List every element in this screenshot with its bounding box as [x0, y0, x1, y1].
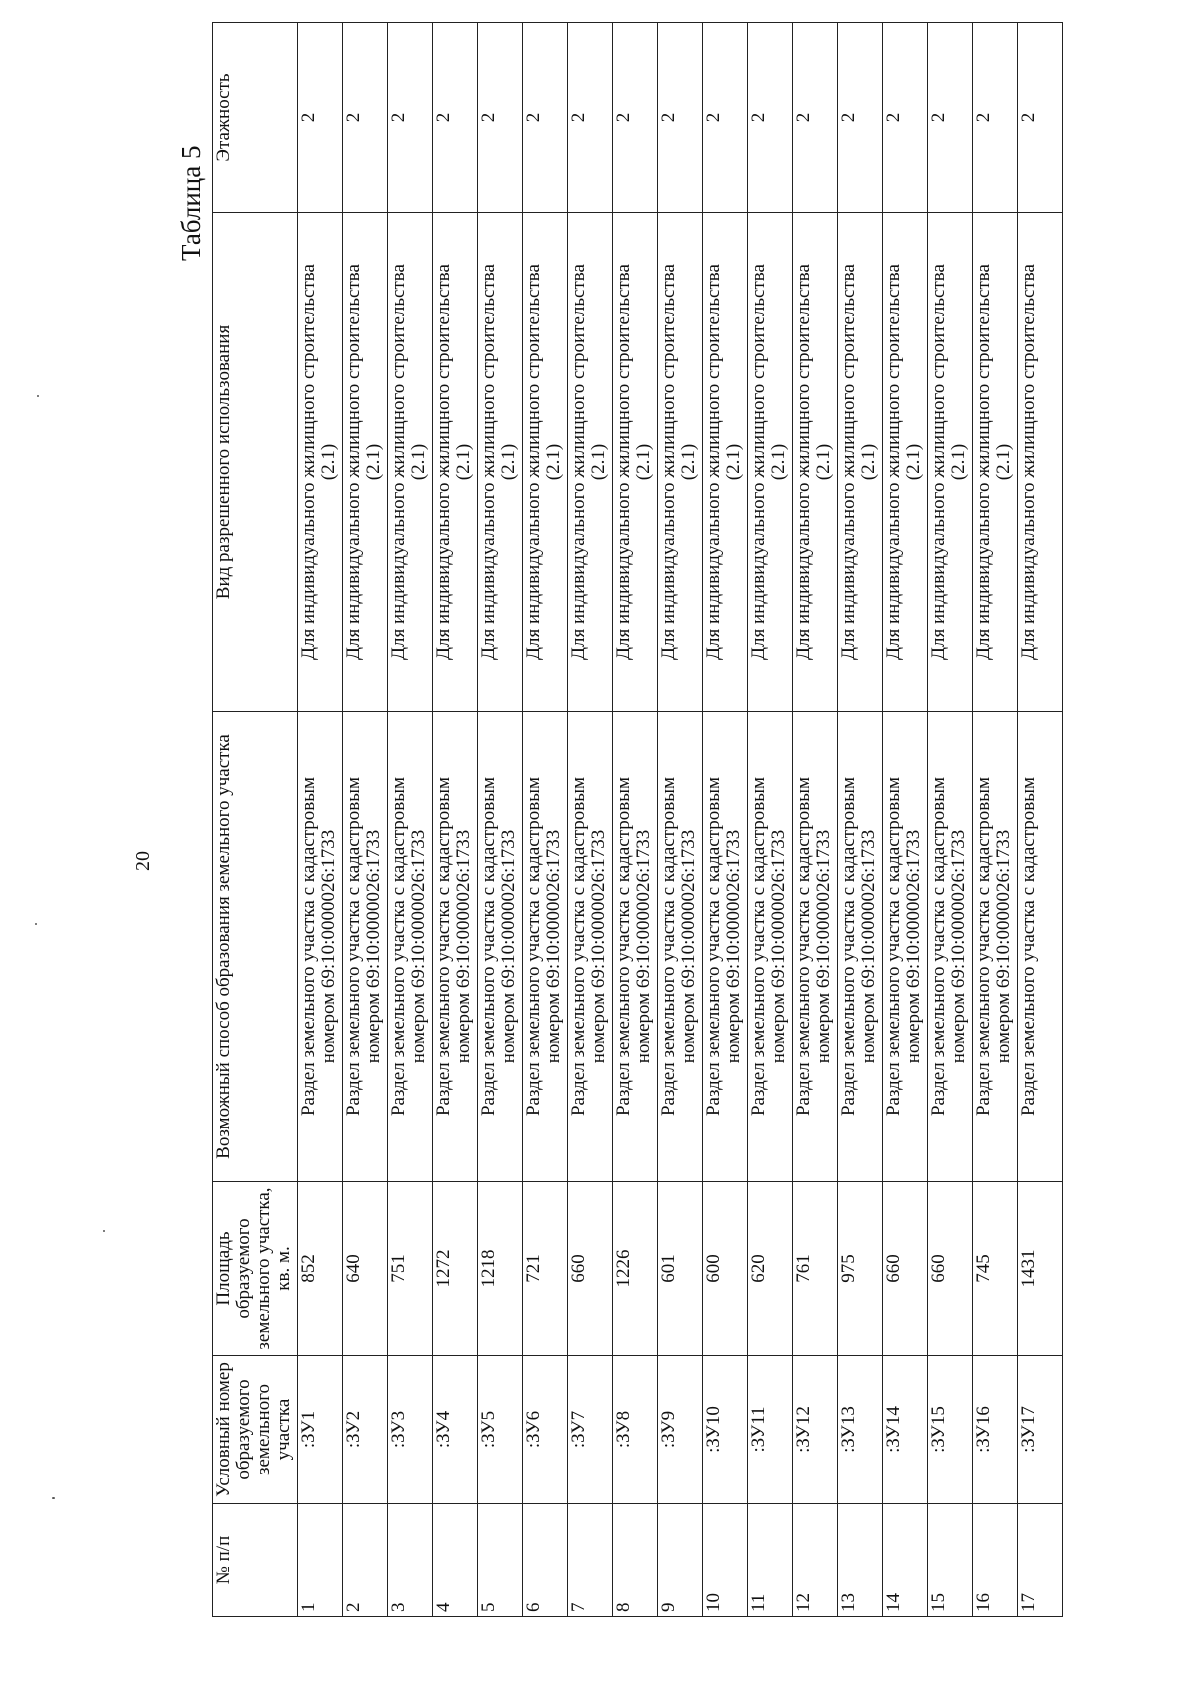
- cell-area-text: 660: [883, 1254, 904, 1283]
- cell-formation-method-text: номером 69:10:0000026:1733: [362, 829, 384, 1064]
- table-row: [343, 23, 388, 1617]
- header-permitted-use: Вид разрешенного использования: [213, 213, 298, 712]
- cell-floors-text: 2: [433, 112, 454, 123]
- cell-conditional-number-text: :ЗУ12: [793, 1406, 814, 1453]
- cell-area-text: 751: [388, 1254, 409, 1283]
- header-area: Площадь образуемого земельного участка, кв. м.: [213, 1182, 298, 1356]
- cell-formation-method: [838, 712, 883, 1182]
- cell-num: [343, 1504, 388, 1617]
- cell-conditional-number-text: :ЗУ7: [568, 1410, 589, 1449]
- header-row: [213, 23, 298, 1617]
- cell-conditional-number: [613, 1356, 658, 1504]
- cell-permitted-use: [613, 213, 658, 712]
- cell-floors-text: 2: [568, 112, 589, 123]
- cell-num: [703, 1504, 748, 1617]
- cell-conditional-number: [388, 1356, 433, 1504]
- cell-area: [523, 1182, 568, 1356]
- cell-conditional-number-text: :ЗУ6: [523, 1410, 544, 1449]
- cell-formation-method-text: Раздел земельного участка с кадастровым: [613, 777, 634, 1117]
- cell-num: [523, 1504, 568, 1617]
- cell-area-text: 600: [703, 1254, 724, 1283]
- cell-area-text: 1272: [433, 1249, 454, 1288]
- cell-conditional-number: [568, 1356, 613, 1504]
- cell-area: [838, 1182, 883, 1356]
- cell-conditional-number: [748, 1356, 793, 1504]
- cell-permitted-use: [1018, 213, 1063, 712]
- cell-floors: [748, 23, 793, 213]
- cell-formation-method: [748, 712, 793, 1182]
- cell-num: [748, 1504, 793, 1617]
- cell-permitted-use-text: (2.1): [947, 443, 969, 481]
- cell-floors: [298, 23, 343, 213]
- cell-permitted-use-text: Для индивидуального жилищного строительства: [658, 264, 679, 660]
- cell-conditional-number-text: :ЗУ3: [388, 1410, 409, 1449]
- scan-speck: [52, 1497, 55, 1499]
- cell-conditional-number-text: :ЗУ9: [658, 1410, 679, 1449]
- cell-num-text: 6: [523, 1602, 544, 1612]
- cell-formation-method-text: Раздел земельного участка с кадастровым: [658, 777, 679, 1117]
- table-row: [748, 23, 793, 1617]
- cell-permitted-use-text: Для индивидуального жилищного строительства: [838, 264, 859, 660]
- cell-permitted-use-text: Для индивидуального жилищного строительства: [793, 264, 814, 660]
- cell-permitted-use: [568, 213, 613, 712]
- cell-area-text: 761: [793, 1254, 814, 1283]
- cell-permitted-use-text: Для индивидуального жилищного строительства: [298, 264, 319, 660]
- cell-permitted-use-text: Для индивидуального жилищного строительства: [1018, 264, 1039, 660]
- cell-formation-method: [568, 712, 613, 1182]
- table-row: [388, 23, 433, 1617]
- cell-permitted-use: [523, 213, 568, 712]
- cell-permitted-use: [658, 213, 703, 712]
- cell-formation-method-text: номером 69:10:0000026:1733: [767, 829, 789, 1064]
- cell-permitted-use: [748, 213, 793, 712]
- cell-permitted-use-text: (2.1): [452, 443, 474, 481]
- cell-conditional-number: [928, 1356, 973, 1504]
- cell-formation-method-text: номером 69:10:0000026:1733: [452, 829, 474, 1064]
- cell-floors-text: 2: [928, 112, 949, 123]
- cell-area-text: 1431: [1018, 1249, 1039, 1288]
- cell-num-text: 17: [1018, 1593, 1039, 1612]
- cell-floors: [568, 23, 613, 213]
- cell-conditional-number: [343, 1356, 388, 1504]
- cell-num-text: 11: [748, 1593, 769, 1612]
- cell-area-text: 620: [748, 1254, 769, 1283]
- cell-floors-text: 2: [703, 112, 724, 123]
- cell-formation-method-text: номером 69:10:0000026:1733: [992, 829, 1014, 1064]
- cell-area: [883, 1182, 928, 1356]
- cell-num: [793, 1504, 838, 1617]
- cell-formation-method-text: Раздел земельного участка с кадастровым: [298, 777, 319, 1117]
- cell-area: [1018, 1182, 1063, 1356]
- table-header: [213, 23, 298, 1617]
- cell-num-text: 3: [388, 1602, 409, 1612]
- cell-area: [928, 1182, 973, 1356]
- cell-num-text: 12: [793, 1593, 814, 1612]
- cell-area: [658, 1182, 703, 1356]
- cell-formation-method-text: номером 69:10:0000026:1733: [632, 829, 654, 1064]
- table-row: [883, 23, 928, 1617]
- cell-num: [883, 1504, 928, 1617]
- cell-permitted-use-text: (2.1): [362, 443, 384, 481]
- cell-formation-method-text: номером 69:10:0000026:1733: [542, 829, 564, 1064]
- cell-area-text: 745: [973, 1254, 994, 1283]
- cell-num-text: 14: [883, 1593, 904, 1612]
- scan-speck: [35, 923, 37, 925]
- cell-conditional-number: [658, 1356, 703, 1504]
- scan-speck: [37, 395, 39, 397]
- cell-num-text: 8: [613, 1602, 634, 1612]
- cell-formation-method: [298, 712, 343, 1182]
- cell-formation-method-text: Раздел земельного участка с кадастровым: [1018, 777, 1039, 1117]
- cell-formation-method: [883, 712, 928, 1182]
- cell-permitted-use-text: (2.1): [632, 443, 654, 481]
- cell-area: [748, 1182, 793, 1356]
- cell-conditional-number-text: :ЗУ1: [298, 1410, 319, 1449]
- scan-speck: [103, 1230, 105, 1232]
- cell-permitted-use-text: (2.1): [677, 443, 699, 481]
- cell-permitted-use-text: Для индивидуального жилищного строительства: [568, 264, 589, 660]
- cell-area-text: 640: [343, 1254, 364, 1283]
- cell-floors: [433, 23, 478, 213]
- cell-formation-method-text: номером 69:10:0000026:1733: [947, 829, 969, 1064]
- header-num: № п/п: [213, 1504, 298, 1617]
- cell-formation-method-text: номером 69:10:0000026:1733: [857, 829, 879, 1064]
- header-formation-method: Возможный способ образования земельного участка: [213, 712, 298, 1182]
- cell-conditional-number-text: :ЗУ16: [973, 1406, 994, 1453]
- cell-permitted-use: [883, 213, 928, 712]
- table-row: [298, 23, 343, 1617]
- cell-formation-method-text: номером 69:10:0000026:1733: [902, 829, 924, 1064]
- cell-area-text: 975: [838, 1254, 859, 1283]
- cell-formation-method-text: Раздел земельного участка с кадастровым: [433, 777, 454, 1117]
- cell-conditional-number-text: :ЗУ17: [1018, 1406, 1039, 1453]
- cell-floors-text: 2: [343, 112, 364, 123]
- cell-permitted-use-text: (2.1): [317, 443, 339, 481]
- cell-floors-text: 2: [298, 112, 319, 123]
- cell-permitted-use-text: (2.1): [857, 443, 879, 481]
- cell-floors-text: 2: [1018, 112, 1039, 123]
- cell-num-text: 5: [478, 1602, 499, 1612]
- cell-permitted-use-text: Для индивидуального жилищного строительства: [613, 264, 634, 660]
- cell-permitted-use-text: (2.1): [767, 443, 789, 481]
- cell-formation-method-text: Раздел земельного участка с кадастровым: [838, 777, 859, 1117]
- table-caption: Таблица 5: [176, 145, 206, 261]
- cell-formation-method-text: Раздел земельного участка с кадастровым: [568, 777, 589, 1117]
- cell-area: [793, 1182, 838, 1356]
- cell-formation-method-text: Раздел земельного участка с кадастровым: [928, 777, 949, 1117]
- cell-floors: [658, 23, 703, 213]
- cell-floors: [793, 23, 838, 213]
- cell-num-text: 10: [703, 1593, 724, 1612]
- cell-conditional-number: [298, 1356, 343, 1504]
- table-row: [1018, 23, 1063, 1617]
- cell-conditional-number-text: :ЗУ11: [748, 1406, 769, 1453]
- cell-formation-method-text: Раздел земельного участка с кадастровым: [793, 777, 814, 1117]
- cell-area: [388, 1182, 433, 1356]
- cell-conditional-number: [883, 1356, 928, 1504]
- table-row: [523, 23, 568, 1617]
- cell-conditional-number-text: :ЗУ13: [838, 1406, 859, 1453]
- cell-formation-method-text: Раздел земельного участка с кадастровым: [343, 777, 364, 1117]
- cell-conditional-number: [433, 1356, 478, 1504]
- cell-formation-method-text: номером 69:10:0000026:1733: [407, 829, 429, 1064]
- cell-area: [973, 1182, 1018, 1356]
- cell-area: [613, 1182, 658, 1356]
- cell-num-text: 15: [928, 1593, 949, 1612]
- cell-num: [613, 1504, 658, 1617]
- cell-num-text: 7: [568, 1602, 589, 1612]
- table-row: [973, 23, 1018, 1617]
- cell-formation-method-text: номером 69:10:0000026:1733: [317, 829, 339, 1064]
- table-row: [928, 23, 973, 1617]
- cell-permitted-use-text: (2.1): [722, 443, 744, 481]
- cell-permitted-use: [793, 213, 838, 712]
- cell-formation-method: [973, 712, 1018, 1182]
- cell-num: [658, 1504, 703, 1617]
- cell-area-text: 852: [298, 1254, 319, 1283]
- cell-permitted-use-text: (2.1): [542, 443, 564, 481]
- cell-formation-method: [928, 712, 973, 1182]
- cell-area-text: 721: [523, 1254, 544, 1283]
- cell-permitted-use: [928, 213, 973, 712]
- cell-formation-method-text: номером 69:10:0000026:1733: [587, 829, 609, 1064]
- cell-area: [343, 1182, 388, 1356]
- cell-floors: [613, 23, 658, 213]
- cell-area-text: 1226: [613, 1249, 634, 1288]
- cell-permitted-use: [703, 213, 748, 712]
- cell-formation-method-text: Раздел земельного участка с кадастровым: [973, 777, 994, 1117]
- cell-permitted-use-text: Для индивидуального жилищного строительства: [748, 264, 769, 660]
- cell-num-text: 2: [343, 1602, 364, 1612]
- cell-permitted-use-text: Для индивидуального жилищного строительства: [343, 264, 364, 660]
- cell-permitted-use-text: (2.1): [992, 443, 1014, 481]
- cell-conditional-number: [1018, 1356, 1063, 1504]
- cell-formation-method-text: номером 69:10:0000026:1733: [677, 829, 699, 1064]
- cell-num-text: 16: [973, 1593, 994, 1612]
- cell-formation-method-text: Раздел земельного участка с кадастровым: [748, 777, 769, 1117]
- cell-floors-text: 2: [478, 112, 499, 123]
- cell-formation-method-text: Раздел земельного участка с кадастровым: [523, 777, 544, 1117]
- cell-num-text: 1: [298, 1602, 319, 1612]
- cell-permitted-use-text: Для индивидуального жилищного строительства: [478, 264, 499, 660]
- cell-num: [388, 1504, 433, 1617]
- cell-floors-text: 2: [838, 112, 859, 123]
- cell-num-text: 9: [658, 1602, 679, 1612]
- cell-conditional-number: [838, 1356, 883, 1504]
- cell-floors: [928, 23, 973, 213]
- cell-area-text: 660: [928, 1254, 949, 1283]
- cell-formation-method-text: номером 69:10:0000026:1733: [497, 829, 519, 1064]
- cell-permitted-use-text: (2.1): [497, 443, 519, 481]
- cell-permitted-use-text: Для индивидуального жилищного строительства: [388, 264, 409, 660]
- table-row: [793, 23, 838, 1617]
- cell-floors-text: 2: [973, 112, 994, 123]
- cell-floors-text: 2: [388, 112, 409, 123]
- cell-floors-text: 2: [523, 112, 544, 123]
- header-conditional-number: Условный номер образуемого земельного участка: [213, 1356, 298, 1504]
- table-row: [568, 23, 613, 1617]
- cell-permitted-use-text: Для индивидуального жилищного строительства: [433, 264, 454, 660]
- cell-permitted-use-text: Для индивидуального жилищного строительства: [523, 264, 544, 660]
- cell-formation-method-text: Раздел земельного участка с кадастровым: [478, 777, 499, 1117]
- cell-floors-text: 2: [658, 112, 679, 123]
- cell-area: [478, 1182, 523, 1356]
- cell-num-text: 13: [838, 1593, 859, 1612]
- cell-formation-method: [703, 712, 748, 1182]
- cell-conditional-number-text: :ЗУ14: [883, 1406, 904, 1453]
- table-row: [838, 23, 883, 1617]
- cell-floors-text: 2: [883, 112, 904, 123]
- cell-floors: [1018, 23, 1063, 213]
- table-row: [433, 23, 478, 1617]
- cell-conditional-number-text: :ЗУ10: [703, 1406, 724, 1453]
- cell-permitted-use-text: Для индивидуального жилищного строительства: [928, 264, 949, 660]
- cell-floors: [703, 23, 748, 213]
- cell-area-text: 601: [658, 1254, 679, 1283]
- cell-conditional-number: [973, 1356, 1018, 1504]
- cell-permitted-use: [838, 213, 883, 712]
- cell-area: [298, 1182, 343, 1356]
- cell-conditional-number-text: :ЗУ15: [928, 1406, 949, 1453]
- cell-floors: [838, 23, 883, 213]
- cell-formation-method: [523, 712, 568, 1182]
- cell-formation-method: [343, 712, 388, 1182]
- cell-permitted-use-text: (2.1): [902, 443, 924, 481]
- cell-floors: [883, 23, 928, 213]
- cell-permitted-use-text: Для индивидуального жилищного строительства: [883, 264, 904, 660]
- cell-conditional-number-text: :ЗУ8: [613, 1410, 634, 1449]
- table-row: [658, 23, 703, 1617]
- cell-num-text: 4: [433, 1602, 454, 1612]
- land-plots-table: [212, 22, 1063, 1617]
- cell-permitted-use-text: (2.1): [407, 443, 429, 481]
- cell-num: [433, 1504, 478, 1617]
- cell-conditional-number-text: :ЗУ5: [478, 1410, 499, 1449]
- table-row: [703, 23, 748, 1617]
- cell-floors: [523, 23, 568, 213]
- cell-area-text: 660: [568, 1254, 589, 1283]
- cell-area: [433, 1182, 478, 1356]
- cell-floors-text: 2: [613, 112, 634, 123]
- cell-floors: [388, 23, 433, 213]
- cell-num: [928, 1504, 973, 1617]
- cell-formation-method-text: номером 69:10:0000026:1733: [812, 829, 834, 1064]
- cell-formation-method: [1018, 712, 1063, 1182]
- cell-floors: [973, 23, 1018, 213]
- cell-floors-text: 2: [793, 112, 814, 123]
- cell-num: [478, 1504, 523, 1617]
- cell-num: [1018, 1504, 1063, 1617]
- page-number: 20: [132, 851, 154, 871]
- cell-permitted-use-text: (2.1): [812, 443, 834, 481]
- cell-area-text: 1218: [478, 1249, 499, 1288]
- cell-permitted-use-text: (2.1): [587, 443, 609, 481]
- cell-formation-method: [658, 712, 703, 1182]
- cell-conditional-number: [478, 1356, 523, 1504]
- cell-permitted-use-text: Для индивидуального жилищного строительства: [703, 264, 724, 660]
- header-floors: Этажность: [213, 23, 298, 213]
- cell-conditional-number: [793, 1356, 838, 1504]
- cell-floors: [478, 23, 523, 213]
- table-row: [613, 23, 658, 1617]
- cell-formation-method: [793, 712, 838, 1182]
- table-body: [298, 23, 1063, 1617]
- cell-formation-method-text: Раздел земельного участка с кадастровым: [388, 777, 409, 1117]
- cell-formation-method-text: номером 69:10:0000026:1733: [722, 829, 744, 1064]
- cell-formation-method: [478, 712, 523, 1182]
- cell-num: [568, 1504, 613, 1617]
- cell-num: [838, 1504, 883, 1617]
- cell-conditional-number: [703, 1356, 748, 1504]
- cell-permitted-use: [388, 213, 433, 712]
- cell-conditional-number: [523, 1356, 568, 1504]
- table-row: [478, 23, 523, 1617]
- cell-formation-method: [613, 712, 658, 1182]
- cell-formation-method: [433, 712, 478, 1182]
- cell-conditional-number-text: :ЗУ4: [433, 1410, 454, 1449]
- cell-formation-method-text: Раздел земельного участка с кадастровым: [703, 777, 724, 1117]
- cell-permitted-use-text: Для индивидуального жилищного строительства: [973, 264, 994, 660]
- cell-conditional-number-text: :ЗУ2: [343, 1410, 364, 1449]
- cell-permitted-use: [343, 213, 388, 712]
- cell-permitted-use: [973, 213, 1018, 712]
- cell-permitted-use: [433, 213, 478, 712]
- cell-permitted-use: [298, 213, 343, 712]
- cell-formation-method: [388, 712, 433, 1182]
- cell-formation-method-text: Раздел земельного участка с кадастровым: [883, 777, 904, 1117]
- cell-permitted-use: [478, 213, 523, 712]
- cell-floors-text: 2: [748, 112, 769, 123]
- cell-num: [973, 1504, 1018, 1617]
- cell-area: [568, 1182, 613, 1356]
- cell-area: [703, 1182, 748, 1356]
- cell-num: [298, 1504, 343, 1617]
- cell-floors: [343, 23, 388, 213]
